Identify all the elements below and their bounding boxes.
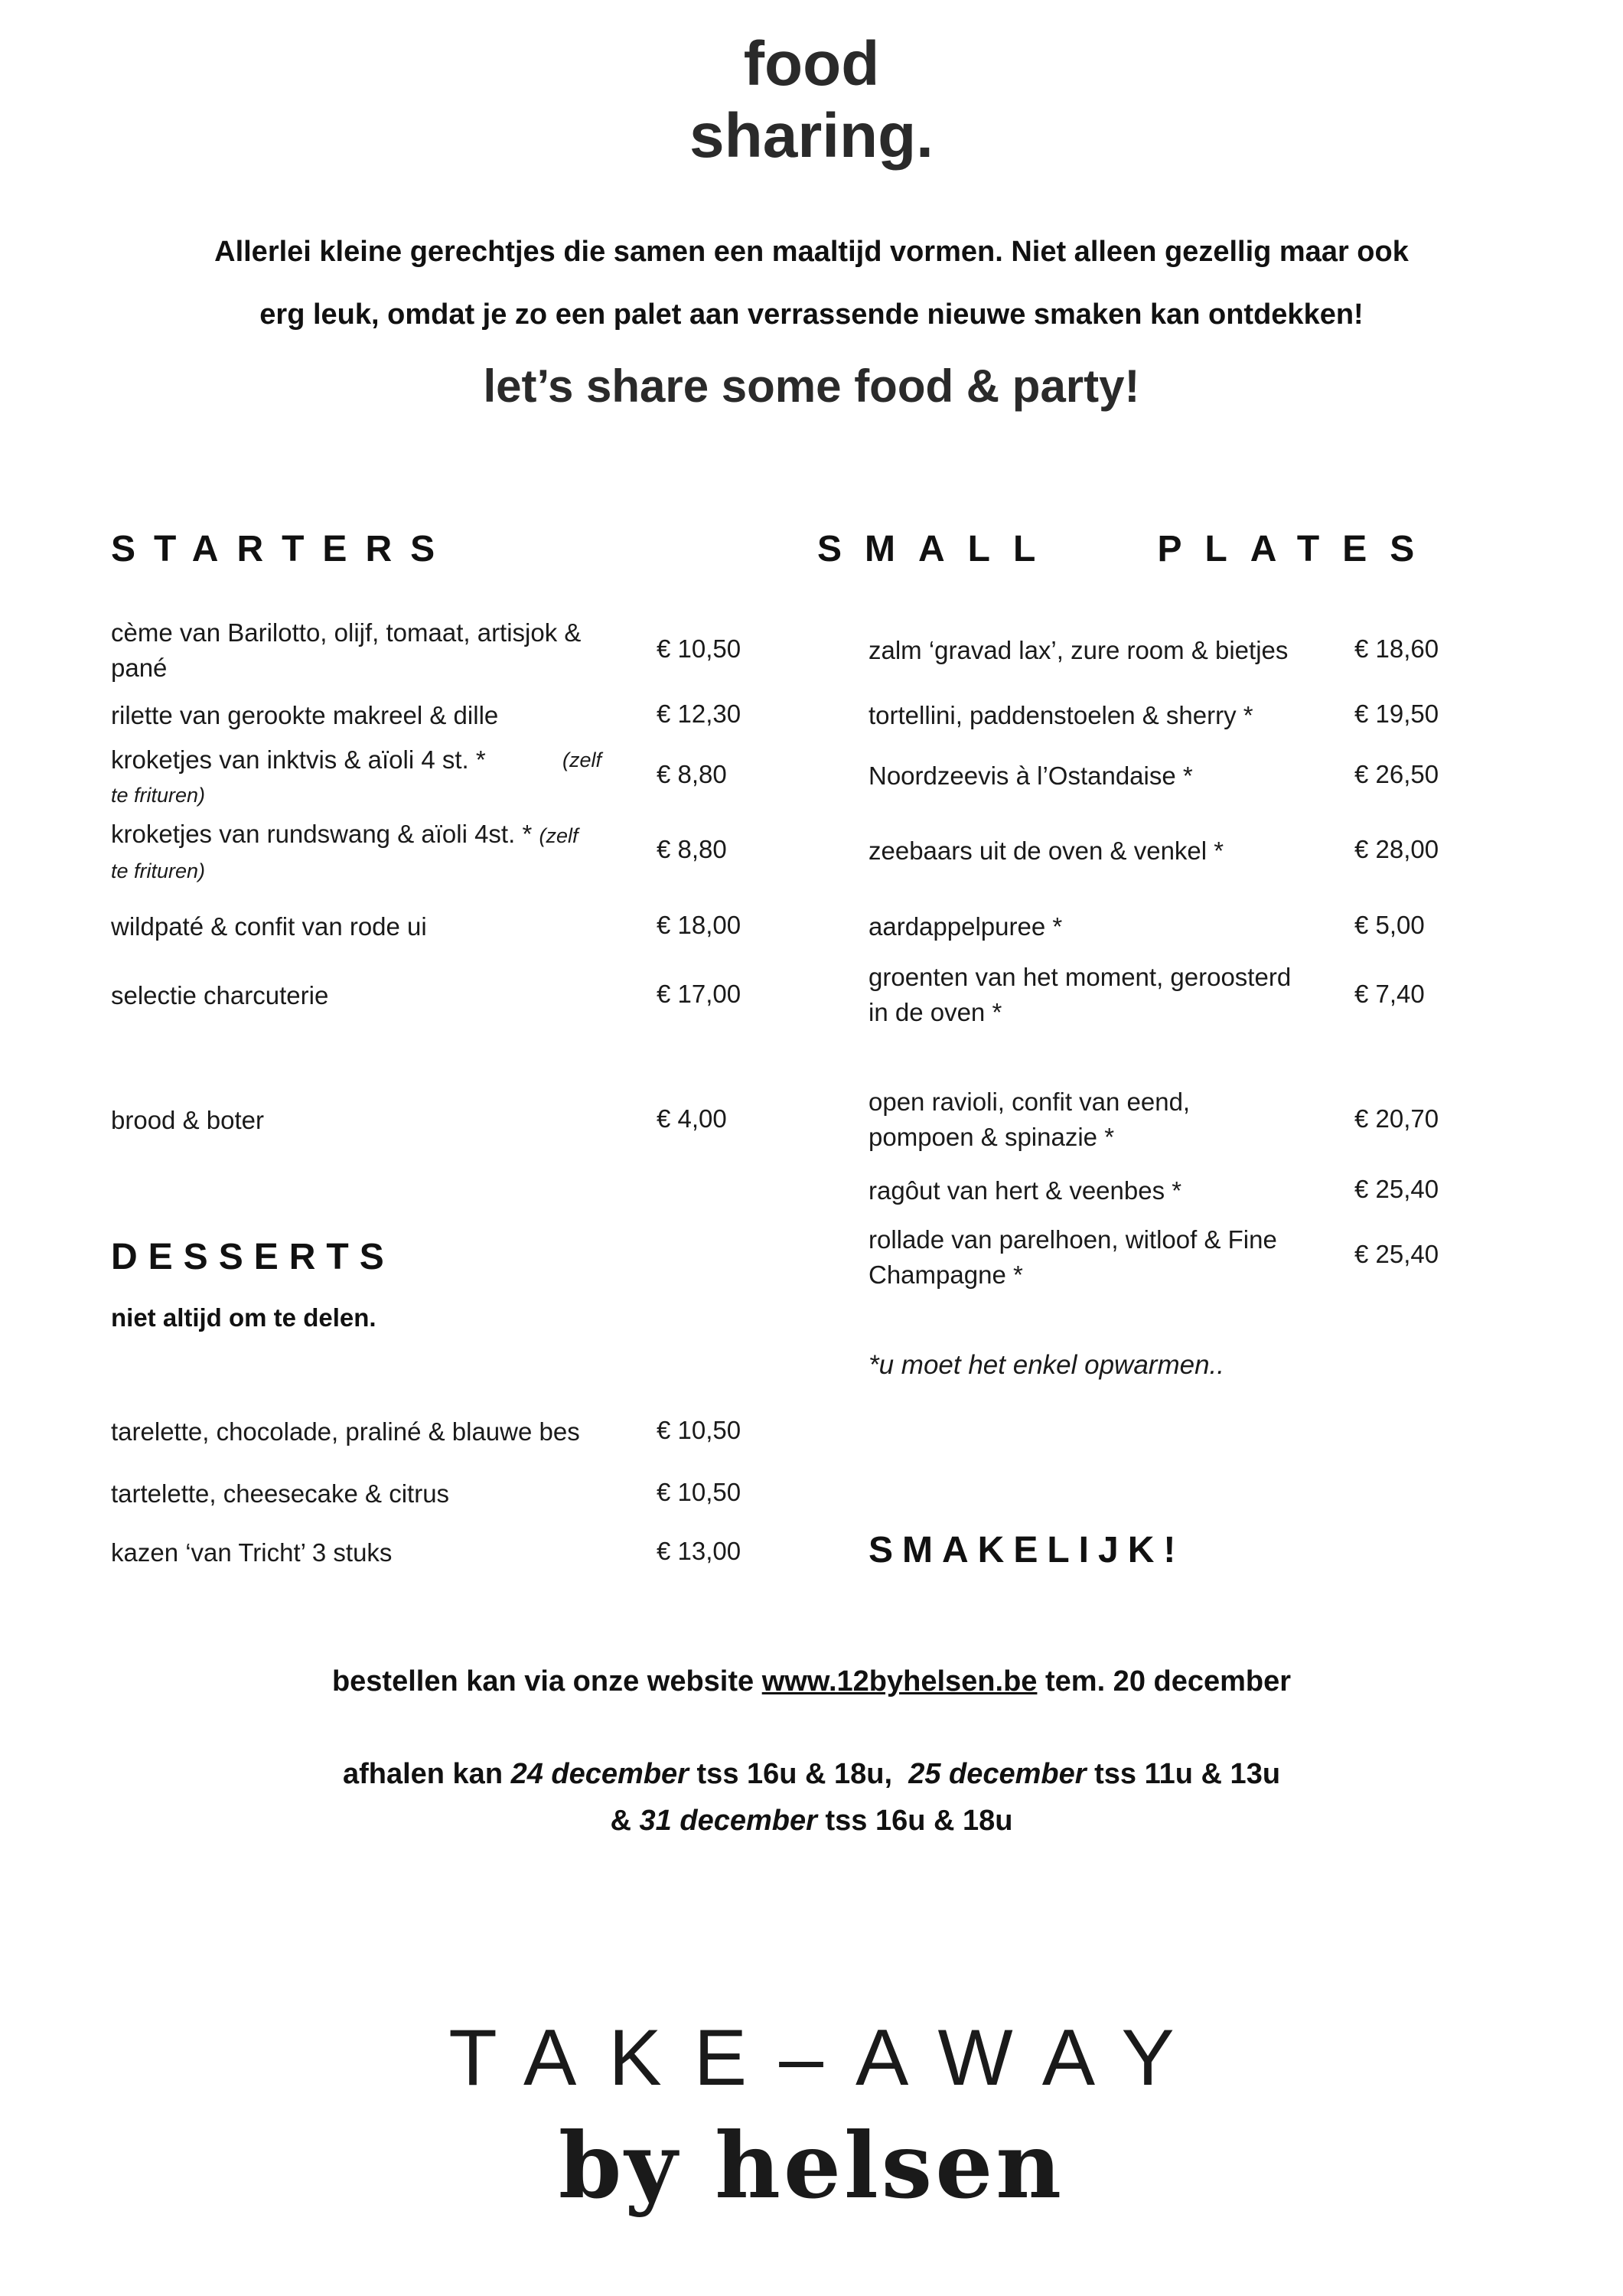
menu-item: zalm ‘gravad lax’, zure room & bietjes: [869, 636, 1289, 664]
website-link[interactable]: www.12byhelsen.be: [761, 1665, 1038, 1698]
pickup-info-line-2: & 31 december tss 16u & 18u: [610, 1805, 1013, 1837]
menu-item-price: € 18,00: [657, 911, 741, 939]
menu-item: kazen ‘van Tricht’ 3 stuks: [111, 1538, 393, 1567]
menu-item-price: € 10,50: [657, 1416, 741, 1444]
menu-item-price: € 28,00: [1354, 835, 1439, 863]
menu-item-price: € 7,40: [1354, 980, 1425, 1008]
menu-item: tartelette, cheesecake & citrus: [111, 1479, 450, 1508]
menu-item: rollade van parelhoen, witloof & Fine Champagne *: [869, 1225, 1277, 1289]
reheat-footnote: *u moet het enkel opwarmen..: [869, 1350, 1224, 1380]
pickup-info-line-1: afhalen kan 24 december tss 16u & 18u, 25 december tss 11u & 13u: [342, 1758, 1281, 1790]
logo-by-helsen: by helsen: [558, 2112, 1065, 2219]
menu-item: selectie charcuterie: [111, 981, 329, 1009]
menu-item-price: € 18,60: [1354, 634, 1439, 663]
menu-item: wildpaté & confit van rode ui: [111, 912, 427, 941]
menu-item: rilette van gerookte makreel & dille: [111, 701, 499, 729]
menu-item-price: € 26,50: [1354, 760, 1439, 788]
starters-heading: STARTERS: [111, 529, 454, 569]
menu-item-price: € 25,40: [1354, 1175, 1439, 1203]
menu-item-price: € 17,00: [657, 980, 741, 1008]
menu-item: zeebaars uit de oven & venkel *: [869, 837, 1224, 865]
menu-item-price: € 8,80: [657, 835, 727, 863]
menu-item-price: € 10,50: [657, 1478, 741, 1506]
intro-line-2: erg leuk, omdat je zo een palet aan verrassende nieuwe smaken kan ontdekken!: [259, 298, 1364, 331]
smakelijk-heading: SMAKELIJK!: [869, 1530, 1185, 1570]
menu-item: open ravioli, confit van eend, pompoen & spinazie *: [869, 1088, 1191, 1151]
menu-item-price: € 5,00: [1354, 911, 1425, 939]
menu-item-price: € 10,50: [657, 634, 741, 663]
menu-item: kroketjes van rundswang & aïoli 4st. * (zelf te frituren): [111, 820, 578, 882]
menu-item-price: € 19,50: [1354, 700, 1439, 728]
menu-item-price: € 20,70: [1354, 1104, 1439, 1133]
menu-item-price: € 4,00: [657, 1104, 727, 1133]
menu-item: brood & boter: [111, 1106, 264, 1134]
menu-item: tarelette, chocolade, praliné & blauwe bes: [111, 1417, 580, 1446]
menu-item: groenten van het moment, geroosterd in de oven *: [869, 963, 1292, 1026]
menu-item: tortellini, paddenstoelen & sherry *: [869, 701, 1253, 729]
menu-item: Noordzeevis à l’Ostandaise *: [869, 762, 1193, 790]
menu-item-price: € 13,00: [657, 1537, 741, 1565]
menu-item: ragôut van hert & veenbes *: [869, 1176, 1182, 1205]
intro-line-1: Allerlei kleine gerechtjes die samen een maaltijd vormen. Niet alleen gezellig maar ook: [214, 236, 1409, 268]
menu-item: aardappelpuree *: [869, 912, 1063, 941]
title-sharing: sharing.: [689, 101, 934, 171]
title-food: food: [743, 29, 880, 99]
tagline: let’s share some food & party!: [483, 360, 1140, 412]
menu-item-price: € 12,30: [657, 700, 741, 728]
menu-item-price: € 25,40: [1354, 1240, 1439, 1268]
desserts-subheading: niet altijd om te delen.: [111, 1303, 376, 1332]
menu-item: cème van Barilotto, olijf, tomaat, artisjok & pané: [111, 618, 582, 682]
order-info: bestellen kan via onze website www.12byhelsen.be tem. 20 december: [331, 1665, 1292, 1698]
logo-take-away: TAKE–AWAY: [448, 2014, 1207, 2102]
small-plates-heading: SMALL PLATES: [817, 529, 1438, 569]
menu-item: kroketjes van inktvis & aïoli 4 st. * (zelf te frituren): [111, 745, 602, 807]
desserts-heading: DESSERTS: [111, 1237, 395, 1277]
menu-item-price: € 8,80: [657, 760, 727, 788]
